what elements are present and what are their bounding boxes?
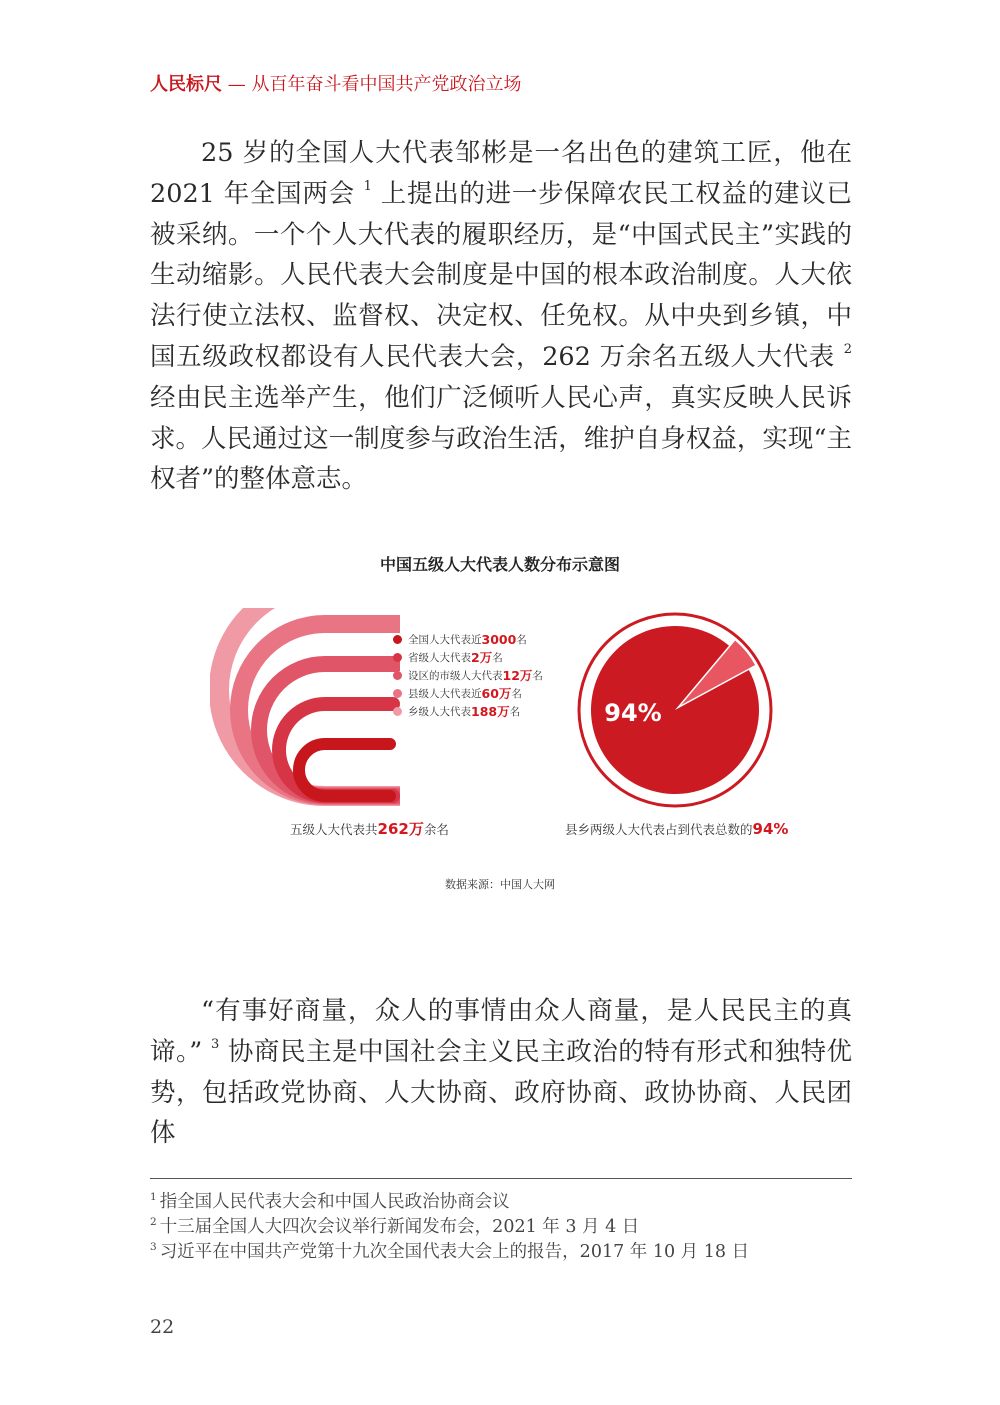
arc-legend: [393, 630, 543, 720]
footnote-2: [150, 1215, 852, 1240]
legend-dot: [393, 635, 402, 644]
footnote-text: 十三届全国人大四次会议举行新闻发布会，2021 年 3 月 4 日: [159, 1217, 640, 1237]
legend-label: 县级人大代表近: [408, 687, 482, 700]
pie-caption: [565, 820, 788, 838]
body-paragraph-2: [150, 991, 852, 1154]
footnote-1: [150, 1190, 852, 1215]
legend-unit: 名: [516, 633, 527, 646]
body-paragraph-1: [150, 133, 852, 500]
footnote-text: 指全国人民代表大会和中国人民政治协商会议: [159, 1192, 510, 1212]
pie-caption-value: 94%: [752, 820, 789, 838]
legend-item-national: [393, 630, 543, 648]
para2-text-1: “有事好商量，众人的事情由众人商量，是人民民主的真谛。”: [150, 996, 852, 1067]
legend-value: 2万: [471, 650, 493, 665]
arc-caption-value: 262万: [377, 820, 424, 838]
legend-label: 全国人大代表近: [408, 633, 482, 646]
para1-text-1: 25 岁的全国人大代表邹彬是一名出色的建筑工匠，他在 2021 年全国两会: [150, 138, 852, 209]
legend-dot: [393, 689, 402, 698]
arc-caption-post: 余名: [423, 822, 449, 837]
legend-label: 设区的市级人大代表: [408, 669, 503, 682]
footnote-text: 习近平在中国共产党第十九次全国代表大会上的报告，2017 年 10 月 18 日: [159, 1242, 750, 1262]
footnote-divider: [150, 1178, 852, 1179]
legend-item-city: [393, 666, 543, 684]
legend-unit: 名: [492, 651, 503, 664]
running-header: [150, 70, 521, 96]
legend-item-township: [393, 702, 543, 720]
legend-dot: [393, 671, 402, 680]
pie-chart: [575, 610, 775, 810]
arc-caption-pre: 五级人大代表共: [290, 822, 378, 837]
legend-dot: [393, 653, 402, 662]
footnote-num: 1: [150, 1191, 157, 1203]
para1-text-2: 上提出的进一步保障农民工权益的建议已被采纳。一个个人大代表的履职经历，是“中国式民主”实践的生动缩影。人民代表大会制度是中国的根本政治制度。人大依法行使立法权、监督权、决定权、任免权。从中央到乡镇，中国五级政权都设有人民代表大会，262 万余名五级人大代表: [150, 178, 852, 372]
legend-value: 188万: [471, 704, 510, 719]
rainbow-arc-chart: [210, 608, 400, 814]
footnote-3: [150, 1240, 852, 1265]
legend-unit: 名: [511, 687, 522, 700]
chart-title: 中国五级人大代表人数分布示意图: [379, 555, 620, 574]
data-source: 数据来源：中国人大网: [445, 878, 555, 891]
para2-text-2: 协商民主是中国社会主义民主政治的特有形式和独特优势，包括政党协商、人大协商、政府协商、政协协商、人民团体: [150, 1036, 852, 1149]
legend-value: 60万: [481, 686, 512, 701]
pie-percent-label: 94%: [604, 699, 662, 727]
footnote-ref-2[interactable]: 2: [843, 341, 853, 357]
legend-label: 乡级人大代表: [408, 705, 471, 718]
para1-text-3: 经由民主选举产生，他们广泛倾听人民心声，真实反映人民诉求。人民通过这一制度参与政治生活，维护自身权益，实现“主权者”的整体意志。: [150, 382, 852, 495]
legend-dot: [393, 707, 402, 716]
legend-label: 省级人大代表: [408, 651, 471, 664]
footnote-ref-1[interactable]: 1: [363, 178, 372, 194]
legend-unit: 名: [509, 705, 521, 718]
footnote-ref-3[interactable]: 3: [210, 1036, 220, 1052]
page-number: 22: [150, 1316, 175, 1338]
legend-unit: 名: [532, 669, 543, 682]
legend-item-county: [393, 684, 543, 702]
arc-caption: [290, 818, 449, 839]
pie-caption-pre: 县乡两级人大代表占到代表总数的: [565, 822, 753, 837]
header-separator: —: [227, 74, 246, 95]
legend-value: 3000: [481, 631, 517, 647]
legend-item-provincial: [393, 648, 543, 666]
footnotes: [150, 1190, 852, 1265]
book-subtitle: 从百年奋斗看中国共产党政治立场: [251, 74, 522, 95]
book-title: 人民标尺: [150, 74, 222, 95]
legend-value: 12万: [502, 668, 533, 683]
footnote-num: 3: [150, 1241, 157, 1253]
footnote-num: 2: [150, 1216, 157, 1228]
